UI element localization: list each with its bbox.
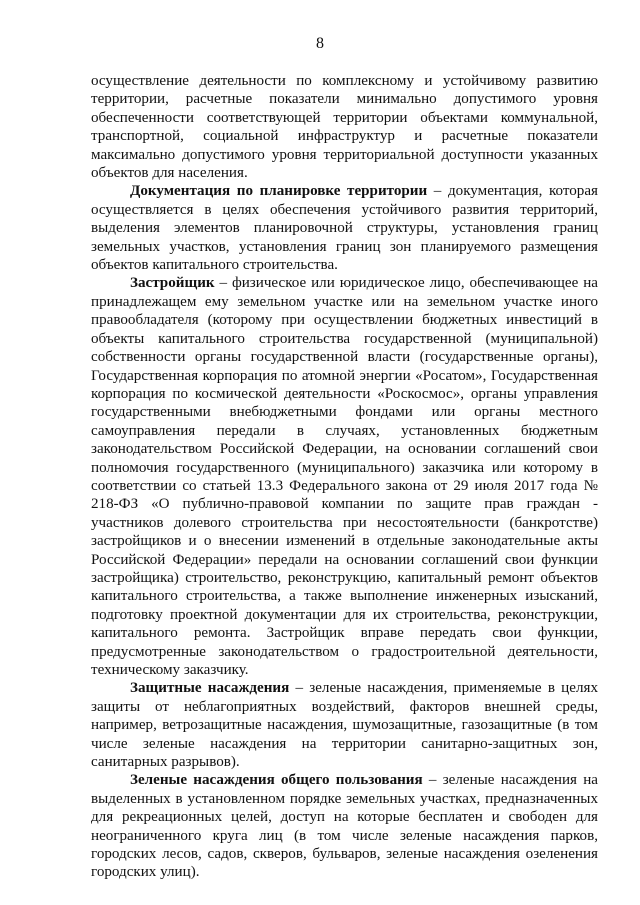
term-developer: Застройщик [130, 275, 215, 292]
definition-developer: – физическое или юридическое лицо, обеспечивающее на принадлежащем ему земельном участке или на земельном участке иного правообладателя (которому при осуществлении бюджетных инвестиций в объекты капитального строительства государственной (муниципальной) собственности органы государственной власти (государственные органы), Государственная корпорация по атомной энергии «Росатом», Государственная корпорация по космической деятельности «Роскосмос», органы управления государственными внебюджетными фондами или органы местного самоуправления передали в случаях, установленных бюджетным законодательством Российской Федерации, на основании соглашений свои полномочия государственного (муниципального) заказчика или которому в соответствии со статьей 13.3 Федерального закона от 29 июля 2017 года № 218-ФЗ «О публично-правовой компании по защите прав граждан - участников долевого строительства при несостоятельности (банкротстве) застройщиков и о внесении изменений в отдельные законодательные акты Российской Федерации» передали на основании соглашений свои функции застройщика) строительство, реконструкцию, капитальный ремонт объектов капитального строительства, а также выполнение инженерных изысканий, подготовку проектной документации для их строительства, реконструкции, капитального ремонта. Застройщик вправе передать свои функции, предусмотренные законодательством о градостроительной деятельности, техническому заказчику. [91, 275, 598, 678]
term-planning-documentation: Документация по планировке территории [130, 183, 428, 200]
term-protective-plantings: Защитные насаждения [130, 680, 290, 697]
paragraph-planning-documentation [91, 182, 598, 274]
paragraph-protective-plantings [91, 679, 598, 771]
definition-public-green-plantings: – зеленые насаждения на выделенных в установленном порядке земельных участках, предназначенных для рекреационных целей, доступ на которые бесплатен и свободен для неограниченного круга лиц (в том числе зеленые насаждения парков, городских лесов, садов, скверов, бульваров, зеленые насаждения озеленения городских улиц). [91, 772, 599, 881]
term-public-green-plantings: Зеленые насаждения общего пользования [130, 772, 423, 789]
paragraph-developer [91, 274, 598, 679]
paragraph-continuation [91, 72, 598, 182]
document-body [91, 72, 598, 882]
definition-planning-documentation: – документация, которая осуществляется в целях обеспечения устойчивого развития территорий, выделения элементов планировочной структуры, установления границ земельных участков, установления границ зон планируемого размещения объектов капитального строительства. [91, 183, 598, 274]
paragraph-public-green-plantings [91, 771, 598, 881]
page-number: 8 [316, 35, 324, 52]
definition-protective-plantings: – зеленые насаждения, применяемые в целях защиты от неблагоприятных воздействий, факторов внешней среды, например, ветрозащитные насаждения, шумозащитные, газозащитные (в том числе зеленые насаждения на территории санитарно-защитных зон, санитарных разрывов). [91, 680, 598, 771]
paragraph-text: осуществление деятельности по комплексному и устойчивому развитию территории, расчетные показатели минимально допустимого уровня обеспеченности соответствующей территории объектами коммунальной, транспортной, социальной инфраструктур и расчетные показатели максимально допустимого уровня территориальной доступности указанных объектов для населения. [91, 73, 598, 182]
